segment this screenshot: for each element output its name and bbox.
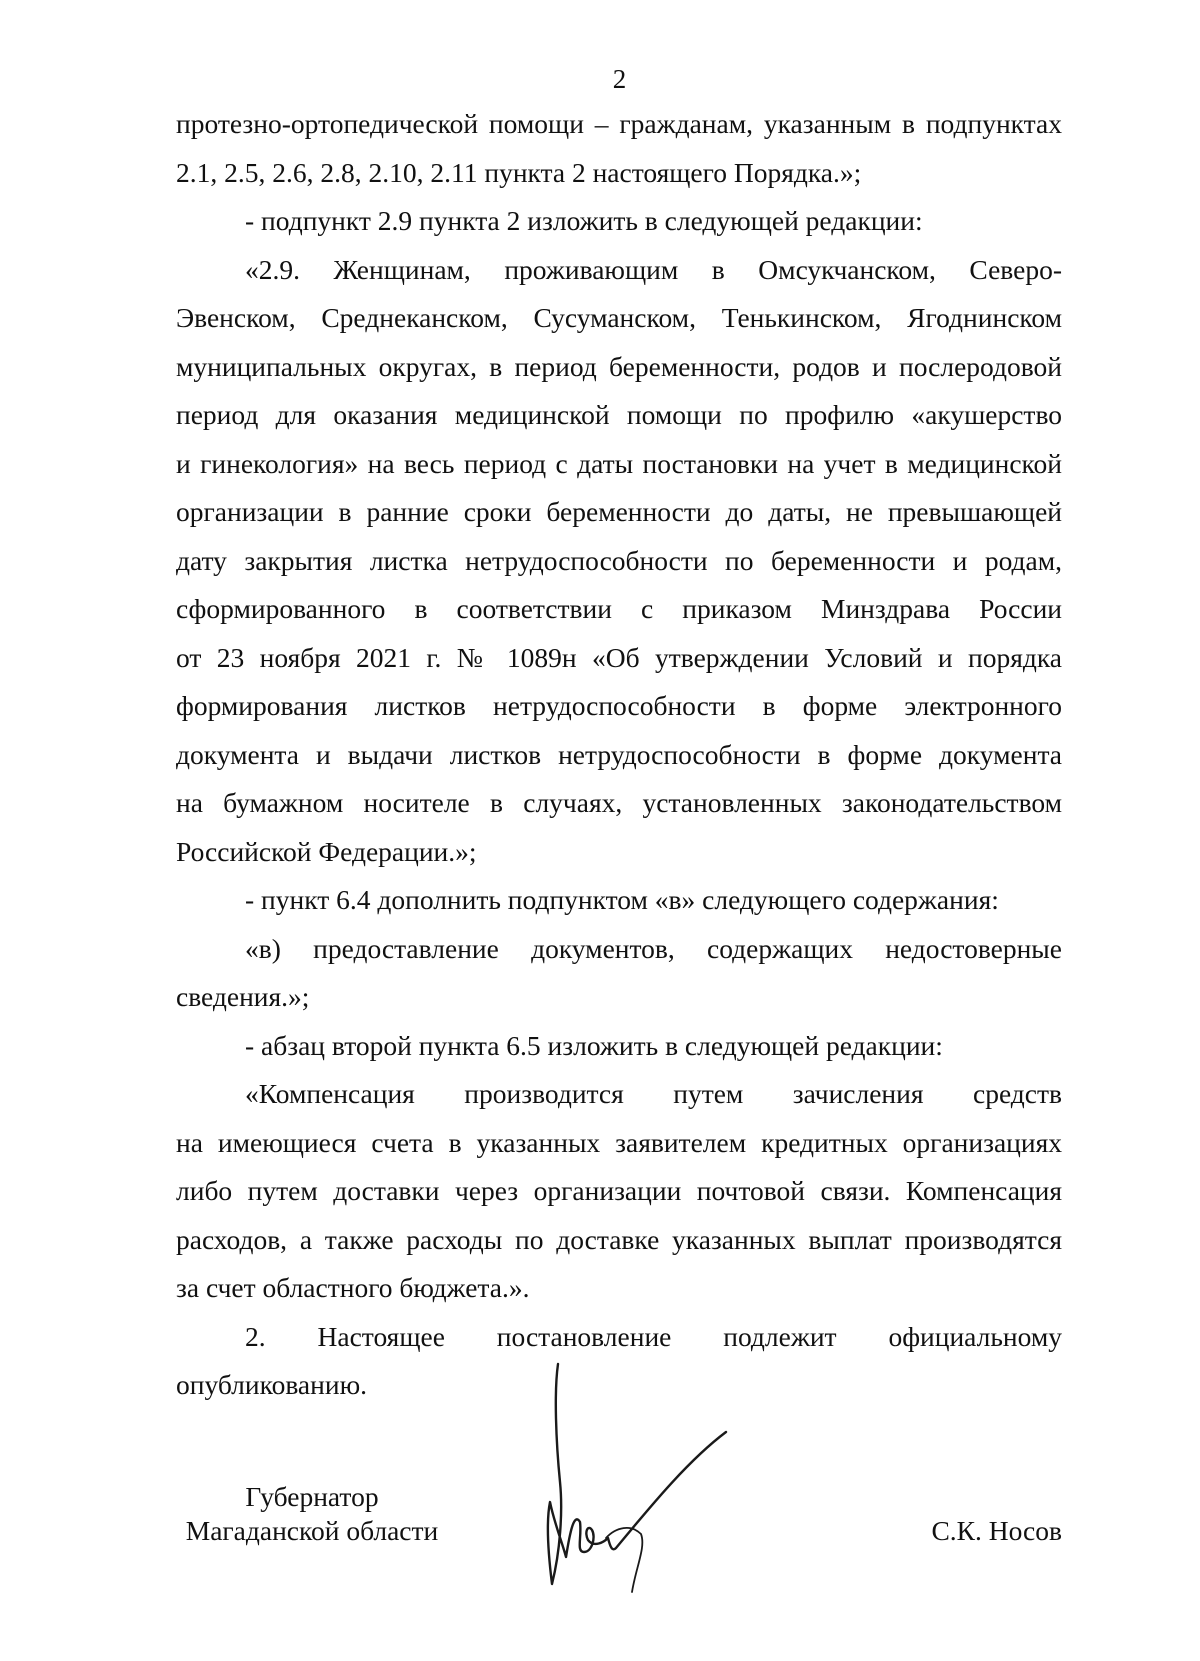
text-line: документа и выдачи листков нетрудоспособности в форме документа <box>176 738 1062 770</box>
document-body <box>176 100 1062 1410</box>
signature-block <box>176 1480 1062 1600</box>
text-line: муниципальных округах, в период беременности, родов и послеродовой <box>176 350 1062 382</box>
text-line: «Компенсация производится путем зачисления средств <box>245 1078 1062 1109</box>
signatory-title-line-1: Губернатор <box>245 1481 379 1512</box>
text-line: сведения.»; <box>176 981 310 1012</box>
text-line: и гинекология» на весь период с даты постановки на учет в медицинской <box>176 447 1062 479</box>
text-line: за счет областного бюджета.». <box>176 1272 530 1303</box>
text-line: организации в ранние сроки беременности до даты, не превышающей <box>176 496 1062 527</box>
text-line: - абзац второй пункта 6.5 изложить в следующей редакции: <box>245 1029 943 1061</box>
text-line: опубликованию. <box>176 1369 367 1400</box>
text-line: период для оказания медицинской помощи по профилю «акушерство <box>176 399 1062 430</box>
text-line: «2.9. Женщинам, проживающим в Омсукчанском, Северо- <box>245 253 1062 285</box>
text-line: 2.1, 2.5, 2.6, 2.8, 2.10, 2.11 пункта 2 настоящего Порядка.»; <box>176 156 862 188</box>
text-line: от 23 ноября 2021 г. № 1089н «Об утверждении Условий и порядка <box>176 641 1062 673</box>
text-line: сформированного в соответствии с приказом Минздрава России <box>176 593 1062 624</box>
text-line: протезно-ортопедической помощи – гражданам, указанным в подпунктах <box>176 108 1062 139</box>
text-line: на имеющиеся счета в указанных заявителем кредитных организациях <box>176 1126 1062 1158</box>
text-line: - пункт 6.4 дополнить подпунктом «в» следующего содержания: <box>245 884 999 915</box>
text-line: формирования листков нетрудоспособности в форме электронного <box>176 690 1062 721</box>
text-line: Российской Федерации.»; <box>176 835 477 867</box>
text-line: 2. Настоящее постановление подлежит официальному <box>245 1320 1062 1352</box>
text-line: - подпункт 2.9 пункта 2 изложить в следующей редакции: <box>245 205 923 236</box>
signatory-title-line-2: Магаданской области <box>185 1515 439 1546</box>
text-line: «в) предоставление документов, содержащих недостоверные <box>245 932 1062 964</box>
text-line: Эвенском, Среднеканском, Сусуманском, Тенькинском, Ягоднинском <box>176 302 1062 333</box>
handwritten-signature <box>536 1352 736 1602</box>
page-number: 2 <box>612 64 627 94</box>
signatory-title <box>176 1480 448 1548</box>
text-line: дату закрытия листка нетрудоспособности по беременности и родам, <box>176 544 1062 576</box>
text-line: на бумажном носителе в случаях, установленных законодательством <box>176 787 1062 818</box>
signatory-name: С.К. Носов <box>931 1515 1062 1546</box>
text-line: расходов, а также расходы по доставке указанных выплат производятся <box>176 1223 1062 1255</box>
text-line: либо путем доставки через организации почтовой связи. Компенсация <box>176 1175 1062 1206</box>
